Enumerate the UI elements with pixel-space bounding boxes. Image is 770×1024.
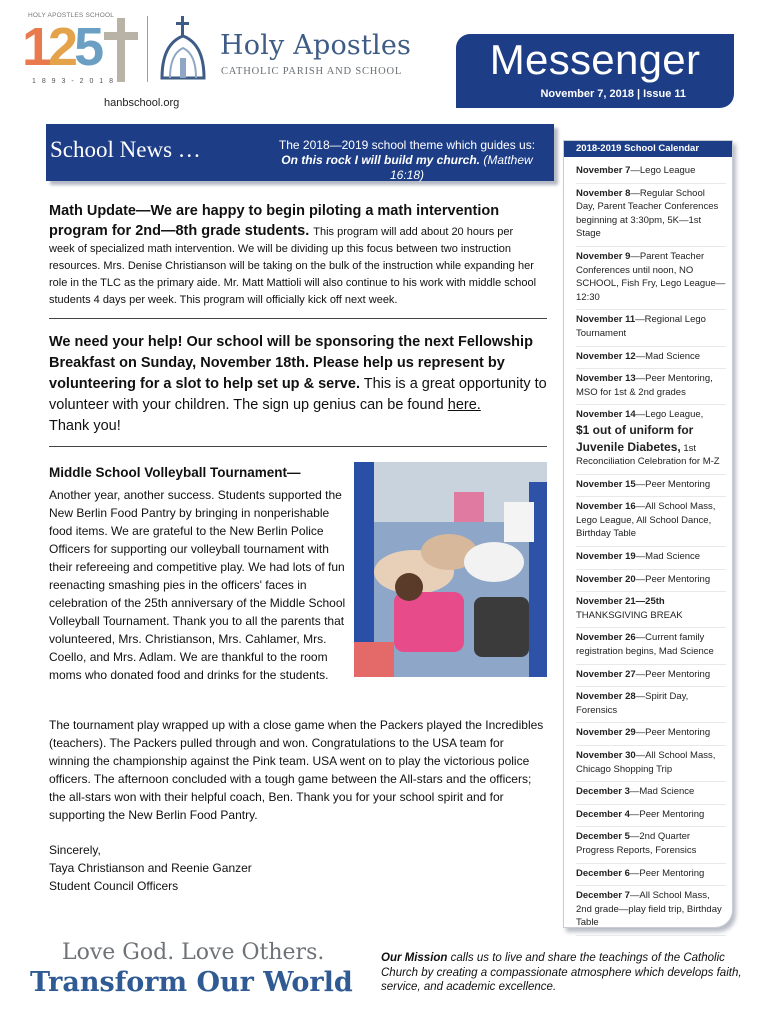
calendar-event-detail: 1st Reconciliation Celebration for M-Z: [576, 442, 720, 468]
calendar-date: November 13: [576, 373, 636, 385]
math-headline-bold: Math Update—We are happy to begin piloting a math intervention program for 2nd—8th grade students.: [49, 203, 500, 239]
section-divider: [49, 318, 547, 319]
section-divider: [49, 446, 547, 447]
calendar-event: Mad Science: [645, 350, 701, 362]
calendar-date: November 26: [576, 632, 636, 644]
calendar-item: November 29—Peer Mentoring: [576, 725, 726, 746]
calendar-item: November 15—Peer Mentoring: [576, 477, 726, 498]
calendar-item: November 16—All School Mass, Lego League, All School Dance, Birthday Table: [576, 499, 726, 547]
calendar-item: November 9—Parent Teacher Conferences until noon, NO SCHOOL, Fish Fry, Lego League—12:30: [576, 249, 726, 310]
calendar-date: November 8: [576, 187, 631, 199]
mission-label: Our Mission: [381, 952, 448, 964]
school-name: Holy Apostles: [220, 30, 412, 61]
help-thanks: Thank you!: [49, 418, 121, 434]
calendar-item: December 5—2nd Quarter Progress Reports, Forensics: [576, 829, 726, 863]
logo-years: 1 8 9 3 - 2 0 1 8: [32, 78, 116, 85]
calendar-date: November 20: [576, 573, 636, 585]
calendar-date: November 29: [576, 727, 636, 739]
calendar-list: [576, 163, 726, 938]
calendar-date: November 12: [576, 350, 636, 362]
calendar-date: November 11: [576, 314, 636, 326]
school-news-banner: [46, 124, 554, 181]
sign-names: Taya Christianson and Reenie Ganzer: [49, 861, 252, 875]
school-subtitle: CATHOLIC PARISH AND SCHOOL: [221, 66, 403, 77]
calendar-event: Regional Lego Tournament: [576, 314, 706, 339]
logo-school-name: HOLY APOSTLES SCHOOL: [28, 12, 115, 19]
signature-block: [49, 841, 252, 895]
help-text: This is a great opportunity to volunteer with your children. The sign up genius can be found: [49, 376, 547, 413]
calendar-event: All School Mass, Chicago Shopping Trip: [576, 750, 716, 775]
calendar-date: December 5: [576, 831, 630, 843]
calendar-item: November 13—Peer Mentoring, MSO for 1st & 2nd grades: [576, 371, 726, 405]
calendar-item: November 28—Spirit Day, Forensics: [576, 689, 726, 723]
cross-icon: [104, 18, 138, 82]
calendar-event: Mad Science: [645, 551, 701, 563]
website-link[interactable]: hanbschool.org: [104, 97, 180, 109]
calendar-event: Peer Mentoring: [645, 668, 711, 680]
issue-date: November 7, 2018 | Issue 11: [540, 88, 686, 100]
calendar-date: November 28: [576, 691, 636, 703]
calendar-item: November 20—Peer Mentoring: [576, 572, 726, 593]
logo-125: 125: [22, 17, 101, 77]
calendar-date: November 19: [576, 551, 636, 563]
mission-text: calls us to live and share the teachings of the Catholic Church by creating a compassionate atmosphere which develops faith, service, and academic excellence.: [381, 952, 742, 993]
calendar-event: 2nd Quarter Progress Reports, Forensics: [576, 831, 697, 856]
volleyball-paragraph-1: Another year, another success. Students supported the New Berlin Food Pantry by bringing in nonperishable food items. We are grateful to the New Berlin Police Officers for supporting our volleyball tournament with their refereeing and competitive play. We had lots of fun reenacting smashing pies in the officers' faces in celebration of the 25th anniversary of the Middle School Volleyball Tournament. Thank you to all the parents that volunteered, Mrs. Christianson, Mrs. Cahlamer, Mrs. Coello, and Mrs. Adlam. We are thankful to the room moms who donated food and drinks for the students.: [49, 488, 346, 682]
calendar-item: November 30—All School Mass, Chicago Shopping Trip: [576, 748, 726, 782]
signup-link[interactable]: here.: [447, 397, 481, 413]
calendar-item: November 26—Current family registration begins, Mad Science: [576, 630, 726, 664]
fellowship-breakfast-notice: [49, 332, 549, 437]
calendar-item: December 7—All School Mass, 2nd grade—play field trip, Birthday Table: [576, 888, 726, 936]
masthead-title: Messenger: [489, 36, 701, 83]
mission-statement: [381, 951, 751, 995]
calendar-item: December 3—Mad Science: [576, 784, 726, 805]
calendar-date: December 4: [576, 808, 630, 820]
calendar-item: [576, 594, 726, 628]
calendar-item: December 6—Peer Mentoring: [576, 866, 726, 887]
calendar-event: Peer Mentoring: [645, 573, 711, 585]
calendar-date: December 3: [576, 786, 630, 798]
sign-closing: Sincerely,: [49, 843, 101, 857]
calendar-event: Peer Mentoring: [639, 808, 705, 820]
calendar-event: THANKSGIVING BREAK: [576, 609, 683, 621]
calendar-event: Peer Mentoring: [645, 727, 711, 739]
calendar-event: Parent Teacher Conferences until noon, NO SCHOOL, Fish Fry, Lego League—12:30: [576, 250, 726, 303]
calendar-item: November 14—Lego League, $1 out of uniform for Juvenile Diabetes, 1st Reconciliation Celebration for M-Z: [576, 407, 726, 474]
calendar-event: Regular School Day, Parent Teacher Conferences beginning at 3:30pm, 5K—1st Stage: [576, 187, 719, 240]
tagline-transform: Transform Our World: [30, 967, 353, 998]
tagline-love: Love God. Love Others.: [62, 940, 325, 965]
school-calendar: [563, 140, 733, 928]
theme-reference: (Matthew 16:18): [389, 153, 533, 182]
header-divider: [147, 16, 148, 82]
volleyball-paragraph-2: The tournament play wrapped up with a close game when the Packers played the Incredibles (teachers). The Packers pulled through and won. Congratulations to the USA team for winning the championship against the Pink team. USA went on to play the victorious police officers. The afternoon concluded with a tough game between the All-stars and the officers; the all-stars won with their helpful coach, Ben. Thank you for your school spirit and for supporting the New Berlin Food Pantry.: [49, 718, 544, 822]
calendar-event: Current family registration begins, Mad Science: [576, 632, 714, 658]
school-theme: [264, 138, 550, 183]
theme-intro: The 2018—2019 school theme which guides us:: [278, 138, 536, 152]
calendar-item: November 7—Lego League: [576, 163, 726, 184]
calendar-item: November 8—Regular School Day, Parent Teacher Conferences beginning at 3:30pm, 5K—1st Stage: [576, 186, 726, 247]
calendar-date: November 15: [576, 478, 636, 490]
help-bold: We need your help! Our school will be sponsoring the next Fellowship Breakfast on Sunday, November 18th. Please help us represent by volunteering for a slot to help set up & serve.: [49, 334, 533, 392]
calendar-item: November 12—Mad Science: [576, 349, 726, 370]
sign-title: Student Council Officers: [49, 879, 179, 893]
calendar-event: All School Mass, 2nd grade—play field trip, Birthday Table: [576, 890, 722, 929]
calendar-event: Peer Mentoring: [639, 867, 705, 879]
calendar-event: Mad Science: [639, 786, 695, 798]
volleyball-photo: [354, 462, 547, 677]
calendar-event: Lego League,: [645, 409, 704, 421]
calendar-date: December 6: [576, 867, 630, 879]
calendar-title: 2018-2019 School Calendar: [564, 141, 732, 157]
calendar-item: November 27—Peer Mentoring: [576, 667, 726, 688]
school-news-title: School News …: [50, 137, 201, 162]
calendar-event: Spirit Day, Forensics: [576, 691, 689, 716]
calendar-date: November 14: [576, 409, 636, 421]
theme-quote: On this rock I will build my church.: [281, 153, 480, 167]
math-update-body: week of specialized math intervention. We will be dividing up this focus between two instruction resources. Mrs. Denise Christianson will be taking on the bulk of the instruction while expanding her role in the TLC as the primary aide. Mr. Matt Mattioli will also continue to his work with middle school students 4 days per week. This program will officially kick off next week.: [49, 243, 537, 306]
math-update-headline: [49, 201, 549, 242]
calendar-date: December 7: [576, 890, 630, 902]
church-icon: [156, 14, 210, 82]
calendar-item: November 19—Mad Science: [576, 549, 726, 570]
calendar-event: Peer Mentoring: [645, 478, 711, 490]
calendar-event: All School Mass, Lego League, All School Dance, Birthday Table: [576, 501, 716, 540]
calendar-event-emphasis: $1 out of uniform for Juvenile Diabetes,: [576, 422, 694, 454]
calendar-date: November 21—25th: [576, 596, 665, 608]
calendar-date: November 16: [576, 501, 636, 513]
anniversary-logo: [22, 12, 140, 92]
volleyball-heading: Middle School Volleyball Tournament—: [49, 465, 301, 480]
calendar-date: November 7: [576, 165, 631, 176]
calendar-item: December 4—Peer Mentoring: [576, 807, 726, 828]
masthead: [456, 34, 734, 108]
calendar-item: November 11—Regional Lego Tournament: [576, 312, 726, 346]
calendar-event: Lego League: [639, 165, 696, 176]
calendar-date: November 9: [576, 250, 631, 262]
calendar-date: November 27: [576, 668, 636, 680]
math-headline-tail: This program will add about 20 hours per: [313, 226, 514, 238]
calendar-date: November 30: [576, 750, 636, 761]
calendar-event: Peer Mentoring, MSO for 1st & 2nd grades: [576, 373, 713, 398]
